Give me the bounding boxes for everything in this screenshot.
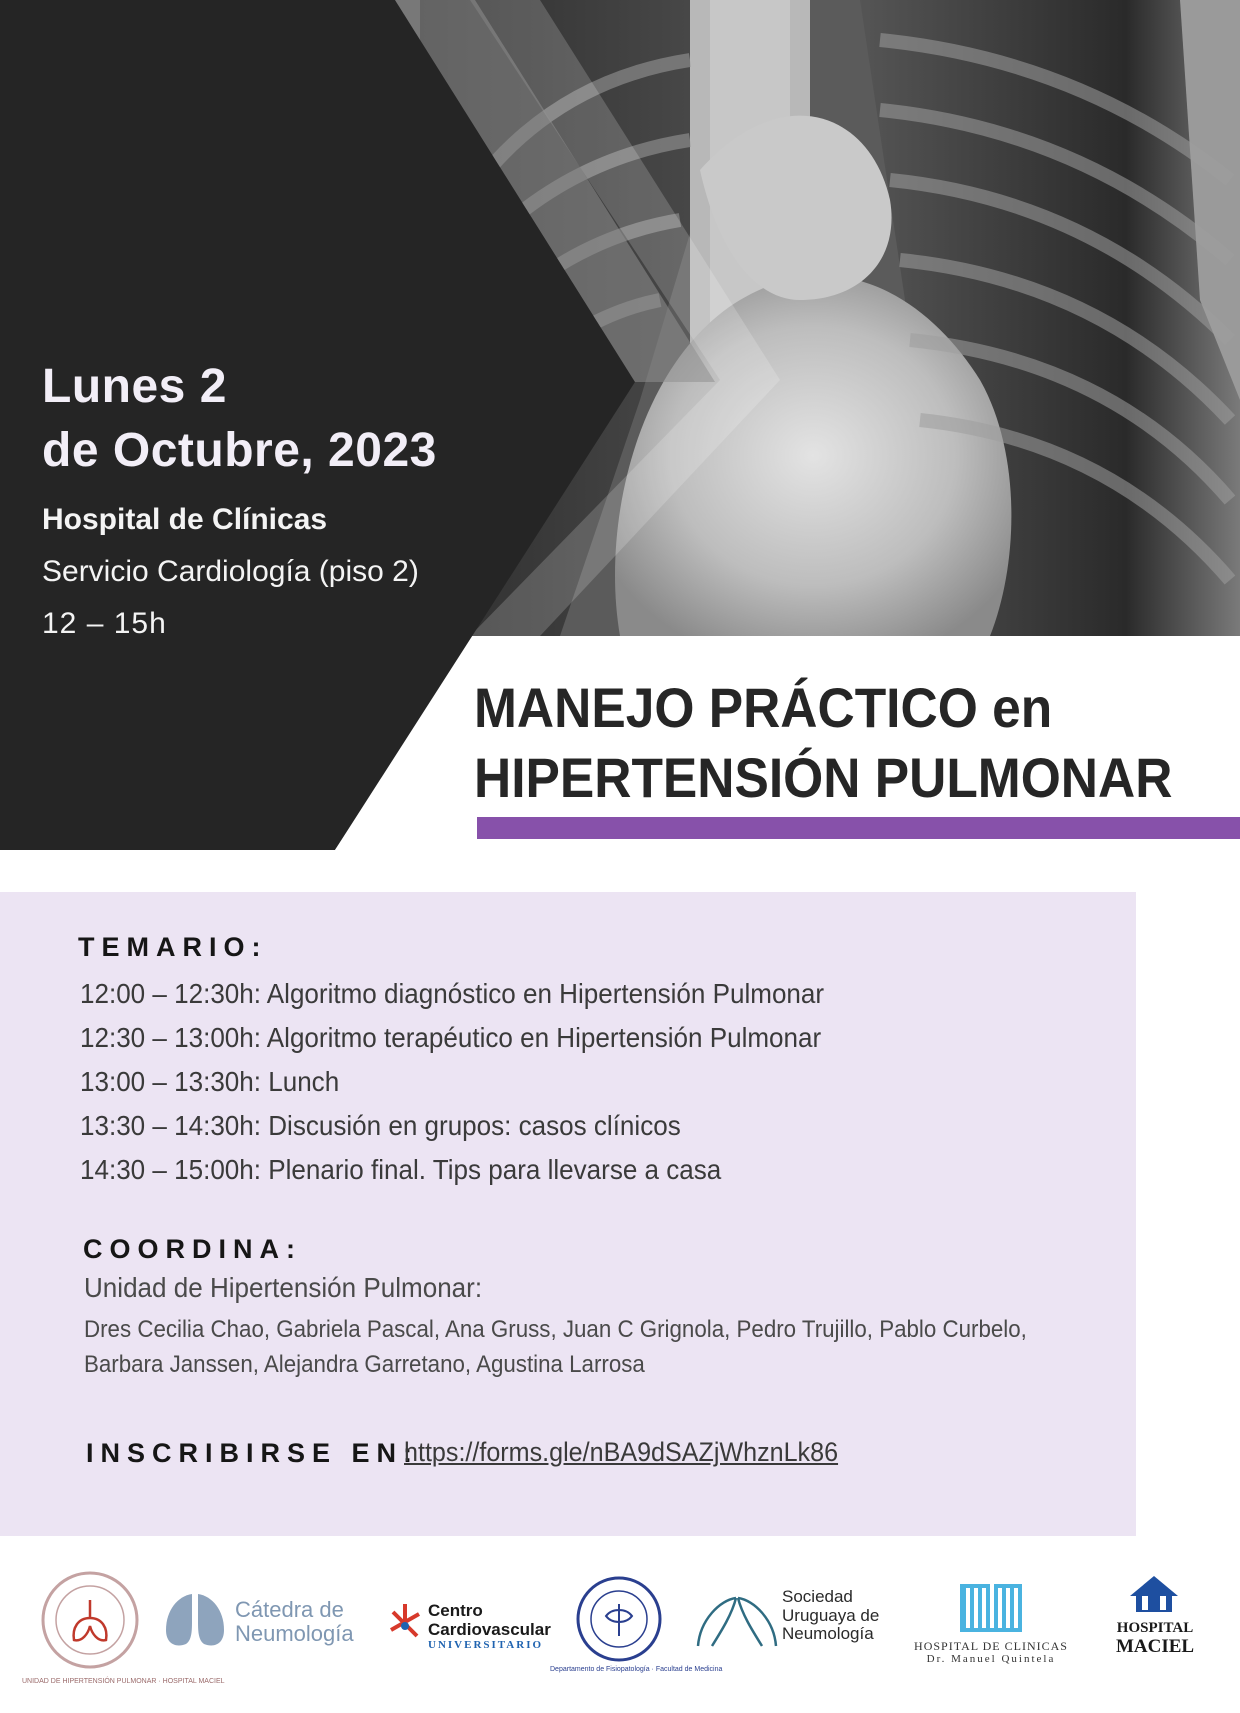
page-title [474,673,1172,813]
catedra-logo-text [235,1598,354,1646]
schedule-item: 12:30 – 13:00h: Algoritmo terapéutico en Hipertensión Pulmonar [80,1022,822,1053]
maciel-line1: HOSPITAL [1116,1620,1194,1636]
catedra-line1: Cátedra de [235,1597,344,1622]
sponsor-logos [0,1560,1240,1700]
maciel-line2: MACIEL [1115,1635,1195,1657]
event-service: Servicio Cardiología (piso 2) [42,555,419,588]
hospital-clinicas-logo-text [906,1640,1076,1665]
unidad-hp-logo [40,1570,140,1670]
event-date-line2: de Octubre, 2023 [42,424,437,477]
sun-lungs-icon [692,1590,782,1652]
event-date-line1: Lunes 2 [42,360,227,413]
title-line2: HIPERTENSIÓN PULMONAR [474,746,1173,809]
sun-line2: Uruguaya de [782,1605,880,1625]
fisiopatologia-seal [576,1576,662,1662]
ccv-logo-text [428,1602,551,1651]
ccv-line3: UNIVERSITARIO [428,1639,544,1652]
coordinating-unit: Unidad de Hipertensión Pulmonar: [84,1272,483,1303]
members-line2: Barbara Janssen, Alejandra Garretano, Agustina Larrosa [84,1351,645,1378]
title-accent-bar [477,817,1240,839]
schedule-item: 12:00 – 12:30h: Algoritmo diagnóstico en Hipertensión Pulmonar [80,978,825,1009]
hc-line1: HOSPITAL DE CLINICAS [914,1639,1068,1653]
hc-line2: Dr. Manuel Quintela [926,1653,1056,1666]
schedule-item: 13:00 – 13:30h: Lunch [80,1066,340,1097]
ccv-line1: Centro [428,1601,483,1620]
program-panel [0,892,1136,1536]
hospital-maciel-icon [1126,1572,1182,1616]
schedule-item: 14:30 – 15:00h: Plenario final. Tips para llevarse a casa [80,1154,722,1185]
ccv-heart-icon [385,1600,425,1648]
catedra-lungs-icon [160,1590,230,1652]
title-line1: MANEJO PRÁCTICO en [474,676,1053,739]
ccv-line2: Cardiovascular [428,1619,551,1639]
register-heading: INSCRIBIRSE EN: [86,1438,420,1468]
sun-logo-text [782,1588,879,1644]
sun-line3: Neumología [782,1624,874,1644]
fisiopatologia-seal-text: Departamento de Fisiopatología · Facultad de Medicina [550,1666,723,1673]
coordinator-members [84,1312,1126,1382]
temario-heading: TEMARIO: [78,932,268,962]
schedule-list [80,972,880,1192]
members-line1: Dres Cecilia Chao, Gabriela Pascal, Ana Gruss, Juan C Grignola, Pedro Trujillo, Pablo Curbelo, [84,1316,1027,1343]
event-hours: 12 – 15h [42,607,167,640]
event-info [42,355,437,641]
hospital-clinicas-building-icon [958,1574,1024,1634]
unidad-hp-logo-text: UNIDAD DE HIPERTENSIÓN PULMONAR · HOSPITAL MACIEL [22,1678,225,1685]
catedra-line2: Neumología [235,1621,354,1647]
sun-line1: Sociedad [782,1587,853,1606]
event-venue: Hospital de Clínicas [42,503,328,536]
registration-link[interactable]: https://forms.gle/nBA9dSAZjWhznLk86 [404,1437,839,1467]
hospital-maciel-logo-text [1100,1620,1210,1657]
coordina-heading: COORDINA: [83,1234,302,1264]
schedule-item: 13:30 – 14:30h: Discusión en grupos: casos clínicos [80,1110,681,1141]
